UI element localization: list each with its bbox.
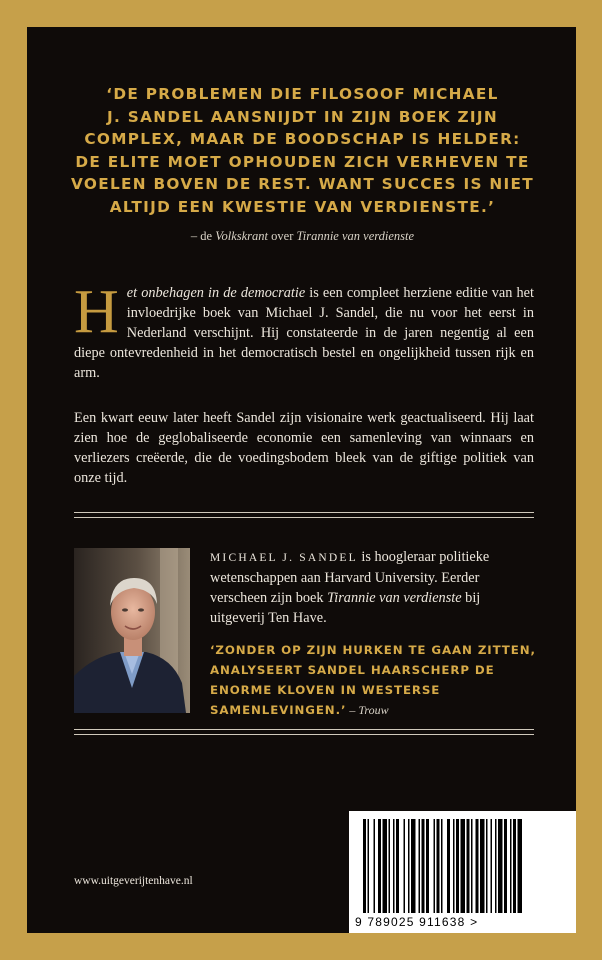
intro-paragraph bbox=[74, 278, 534, 383]
intro-text: is een compleet herziene editie van het invloedrijke boek van Michael J. Sandel, die nu voor het eerst in Nederland verschijnt. Hij constateerde in de jaren negentig al een diepe ontevredenheid in het democratisch bestel en ongelijkheid tussen rijk en arm. bbox=[74, 285, 534, 381]
quote-line: J. SANDEL AANSNIJDT IN ZIJN BOEK ZIJN bbox=[107, 107, 498, 126]
pull-quote bbox=[60, 83, 545, 218]
publisher-website[interactable]: www.uitgeverijtenhave.nl bbox=[74, 875, 193, 887]
author-bio-text-a: is hoogleraar politieke wetenschappen aan Harvard University. Eerder verscheen zijn boek bbox=[210, 549, 490, 606]
author-photo bbox=[74, 548, 190, 713]
review-source: Trouw bbox=[358, 703, 389, 717]
author-name: MICHAEL J. SANDEL bbox=[210, 552, 358, 564]
isbn-barcode bbox=[349, 811, 576, 933]
attribution-newspaper: Volkskrant bbox=[215, 229, 269, 243]
quote-line: DE ELITE MOET OPHOUDEN ZICH VERHEVEN TE bbox=[75, 152, 530, 171]
quote-attribution bbox=[60, 229, 545, 244]
quote-line: ‘DE PROBLEMEN DIE FILOSOOF MICHAEL bbox=[106, 85, 499, 103]
review-dash: – bbox=[346, 703, 359, 717]
review-text: ‘ZONDER OP ZIJN HURKEN TE GAAN ZITTEN, ANALYSEERT SANDEL HAARSCHERP DE ENORME KLOVEN IN WESTERSE SAMENLEVINGEN.’ bbox=[210, 643, 536, 717]
attribution-over: over bbox=[268, 229, 297, 243]
divider-bottom-secondary bbox=[74, 734, 534, 735]
review-quote bbox=[210, 640, 540, 720]
drop-cap: H bbox=[74, 278, 119, 346]
divider-top bbox=[74, 512, 534, 513]
book-title-italic: et onbehagen in de democratie bbox=[126, 285, 306, 301]
attribution-prefix: – de bbox=[190, 229, 216, 243]
quote-line: VOELEN BOVEN DE REST. WANT SUCCES IS NIET bbox=[71, 175, 534, 193]
quote-line: ALTIJD EEN KWESTIE VAN VERDIENSTE.’ bbox=[109, 197, 496, 216]
isbn-number: 9 789025 911638 > bbox=[355, 915, 479, 929]
barcode-bars bbox=[363, 819, 563, 913]
attribution-book: Tirannie van verdienste bbox=[296, 229, 415, 243]
second-paragraph: Een kwart eeuw later heeft Sandel zijn visionaire werk geactualiseerd. Hij laat zien hoe de geglobaliseerde economie een samenleving van winnaars en verliezers creëerde, die de voedingsbodem bleek van de giftige politiek van onze tijd. bbox=[74, 410, 534, 486]
author-bio-text-b: bij uitgeverij Ten Have. bbox=[210, 590, 481, 626]
divider-bottom bbox=[74, 729, 534, 730]
divider-top-secondary bbox=[74, 517, 534, 518]
author-book-title: Tirannie van verdienste bbox=[327, 590, 462, 606]
quote-line: COMPLEX, MAAR DE BOODSCHAP IS HELDER: bbox=[84, 130, 521, 148]
author-bio bbox=[210, 547, 530, 628]
